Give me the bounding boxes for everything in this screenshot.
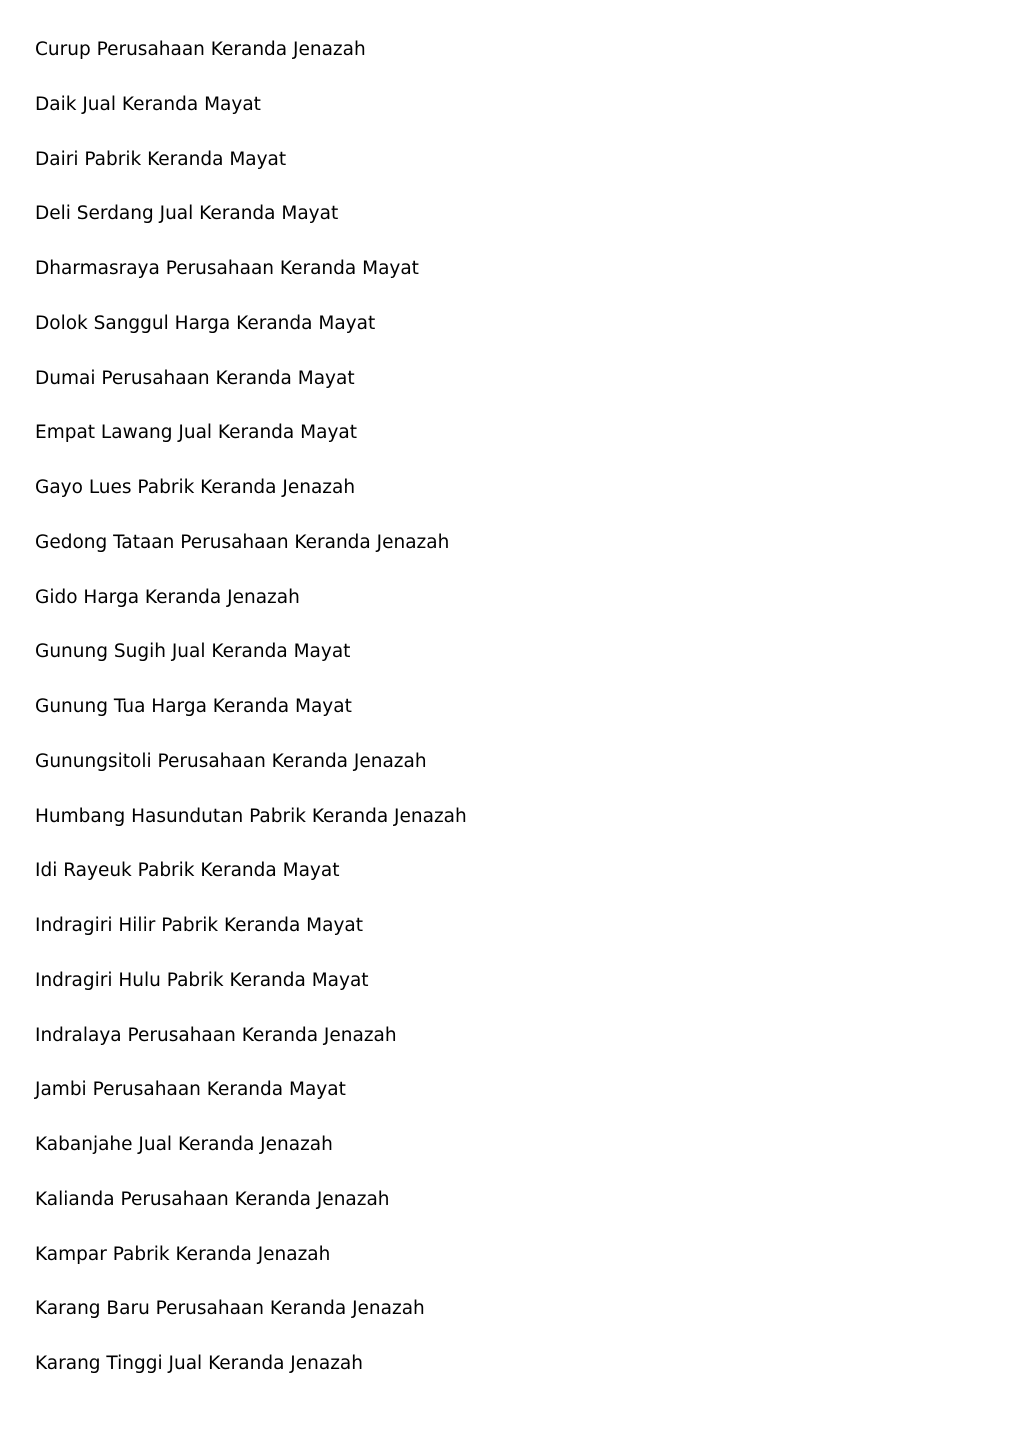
list-item: Kabanjahe Jual Keranda Jenazah <box>35 1134 333 1155</box>
list-item: Curup Perusahaan Keranda Jenazah <box>35 39 366 60</box>
list-item: Dolok Sanggul Harga Keranda Mayat <box>35 312 376 334</box>
list-item: Dairi Pabrik Keranda Mayat <box>35 148 287 170</box>
list-item: Gedong Tataan Perusahaan Keranda Jenazah <box>35 531 450 553</box>
list-item: Karang Baru Perusahaan Keranda Jenazah <box>35 1298 425 1320</box>
list-item: Kampar Pabrik Keranda Jenazah <box>35 1243 331 1265</box>
list-item: Karang Tinggi Jual Keranda Jenazah <box>35 1353 363 1374</box>
list-item: Gunungsitoli Perusahaan Keranda Jenazah <box>35 750 427 772</box>
list-item: Dumai Perusahaan Keranda Mayat <box>35 367 355 389</box>
list-item: Jambi Perusahaan Keranda Mayat <box>35 1079 346 1101</box>
list-item: Kalianda Perusahaan Keranda Jenazah <box>35 1188 390 1210</box>
list-item: Idi Rayeuk Pabrik Keranda Mayat <box>35 860 340 882</box>
list-item: Dharmasraya Perusahaan Keranda Mayat <box>35 258 419 279</box>
list-item: Gunung Sugih Jual Keranda Mayat <box>35 641 351 663</box>
list-item: Deli Serdang Jual Keranda Mayat <box>35 203 339 225</box>
list-item: Humbang Hasundutan Pabrik Keranda Jenazah <box>35 805 467 827</box>
list-item: Indralaya Perusahaan Keranda Jenazah <box>35 1024 397 1046</box>
keyword-list <box>35 36 467 1405</box>
list-item: Empat Lawang Jual Keranda Mayat <box>35 422 357 444</box>
list-item: Indragiri Hulu Pabrik Keranda Mayat <box>35 969 369 991</box>
list-item: Gunung Tua Harga Keranda Mayat <box>35 696 352 717</box>
list-item: Indragiri Hilir Pabrik Keranda Mayat <box>35 915 363 936</box>
list-item: Daik Jual Keranda Mayat <box>35 93 261 115</box>
list-item: Gido Harga Keranda Jenazah <box>35 586 300 608</box>
list-item: Gayo Lues Pabrik Keranda Jenazah <box>35 477 356 498</box>
